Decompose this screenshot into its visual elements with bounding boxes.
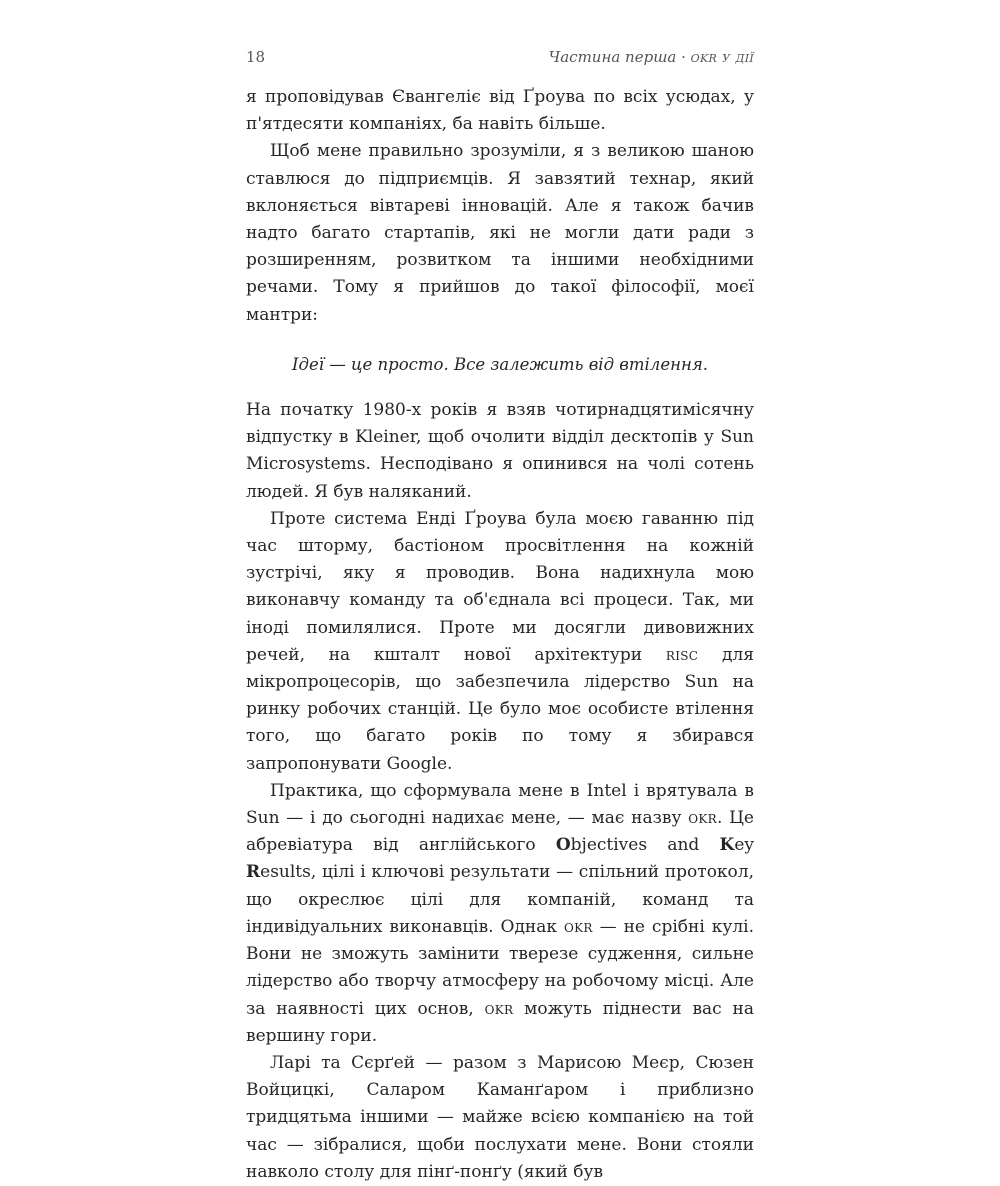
- risc-term: risc: [665, 644, 699, 665]
- body-text: [246, 84, 754, 1186]
- section-title-okr: okr у дії: [690, 48, 754, 66]
- okr-term: okr: [563, 916, 593, 937]
- paragraph-5-part-f: — не срібні кулі. Вони не зможуть замінити тверезе судження, сильне лідерство або творчу атмосферу на робочому місці. Але за наявності цих основ,: [246, 916, 754, 1019]
- results-initial: R: [246, 862, 261, 883]
- okr-term: okr: [484, 998, 514, 1019]
- section-title: [549, 48, 754, 66]
- paragraph-6: Ларі та Сєрґей — разом з Марисою Меєр, Сюзен Войцицкі, Саларом Каманґаром і приблизно тридцятьма іншими — майже всією компанією на той час — зібралися, щоби послухати мене. Вони стояли навколо столу для пінґ-понґу (який був: [246, 1052, 754, 1182]
- key-initial: K: [719, 835, 735, 856]
- paragraph-5-part-a: Практика, що сформувала мене в Intel і врятувала в Sun — і до сьогодні надихає мене, — має назву: [246, 780, 754, 829]
- objectives-initial: O: [555, 835, 571, 856]
- paragraph-5-part-c: bjectives and: [570, 835, 720, 856]
- page-number: 18: [246, 48, 266, 66]
- running-head: [246, 44, 754, 74]
- paragraph-5: [246, 778, 754, 1050]
- paragraph-4: [246, 506, 754, 778]
- mantra-quote: Ідеї — це просто. Все залежить від втілення.: [292, 354, 708, 374]
- section-title-main: Частина перша ·: [548, 48, 691, 66]
- paragraph-4-part-a: Проте система Енді Ґроува була моєю гаванню під час шторму, бастіоном просвітлення на кожній зустрічі, яку я проводив. Вона надихнула мою виконавчу команду та об'єднала всі процеси. Так, ми іноді помилялися. Проте ми досягли дивовижних речей, на кшталт нової архітектури: [246, 508, 754, 665]
- paragraph-4-part-b: для мікропроцесорів, що забезпечила лідерство Sun на ринку робочих станцій. Це було моє особисте втілення того, що багато років по тому я збирався запропонувати Google.: [246, 644, 754, 774]
- okr-term: okr: [688, 808, 717, 829]
- paragraph-5-part-g: можуть піднести вас на вершину гори.: [246, 998, 754, 1046]
- paragraph-5-part-b: . Це абревіатура від англійського: [246, 808, 754, 856]
- paragraph-5-part-d: ey: [734, 835, 754, 856]
- paragraph-2: Щоб мене правильно зрозуміли, я з великою шаною ставлюся до підприємців. Я завзятий технар, який вклоняється вівтареві інновацій. Але я також бачив надто багато стартапів, які не могли дати ради з розширенням, розвитком та іншими необхідними речами. Тому я прийшов до такої філософії, моєї мантри:: [246, 141, 754, 325]
- paragraph-3: На початку 1980-х років я взяв чотирнадцятимісячну відпустку в Kleiner, щоб очолити відділ десктопів у Sun Microsystems. Несподівано я опинився на чолі сотень людей. Я був наляканий.: [246, 400, 754, 502]
- paragraph-1: я проповідував Євангеліє від Ґроува по всіх усюдах, у п'ятдесяти компаніях, ба навіть більше.: [246, 87, 754, 135]
- paragraph-5-part-e: esults, цілі і ключові результати — спільний протокол, що окреслює цілі для компаній, команд та індивідуальних виконавців. Однак: [246, 862, 754, 937]
